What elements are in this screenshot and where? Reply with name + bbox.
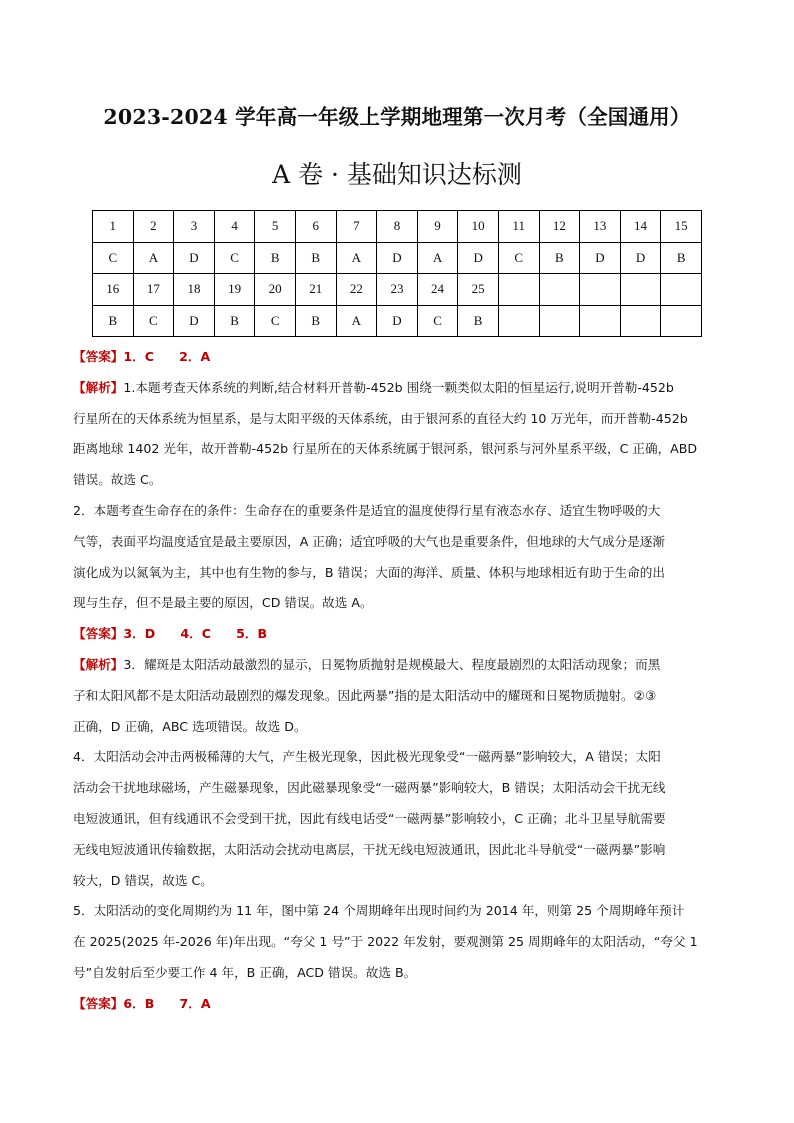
answer-table-cell: 17 — [133, 274, 174, 306]
analysis-label: 【解析】 — [73, 656, 124, 672]
analysis-text: 距离地球 1402 光年，故开普勒-452b 行星所在的天体系统属于银河系，银河系与河外星系平级，C 正确，ABD — [73, 441, 698, 457]
analysis-text: 5．太阳活动的变化周期约为 11 年，图中第 24 个周期峰年出现时间约为 2014 年，则第 25 个周期峰年预计 — [73, 903, 685, 919]
answer-table-cell — [620, 305, 661, 337]
answer-table-cell: A — [336, 242, 377, 274]
answer-values: 1．C 2．A — [123, 349, 211, 364]
answer-table-cell: 18 — [174, 274, 215, 306]
answer-table-cell: C — [214, 242, 255, 274]
answer-line — [73, 989, 723, 1020]
answer-table-cell: B — [255, 242, 296, 274]
answer-table-cell — [661, 274, 702, 306]
answer-table-cell: 19 — [214, 274, 255, 306]
answer-table-cell: B — [295, 305, 336, 337]
answer-table-cell: 3 — [174, 211, 215, 243]
answer-table-cell: 22 — [336, 274, 377, 306]
answer-line — [73, 619, 723, 650]
answer-table-cell: 1 — [93, 211, 134, 243]
answer-table-cell — [539, 274, 580, 306]
answer-table-cell: 20 — [255, 274, 296, 306]
answer-table-cell: 4 — [214, 211, 255, 243]
analysis-text: 在 2025(2025 年-2026 年)年出现。“夸父 1 号”于 2022 年发射，要观测第 25 周期峰年的太阳活动，“夸父 1 — [73, 934, 698, 950]
answer-table-cell: 25 — [458, 274, 499, 306]
answer-table-row — [93, 242, 702, 274]
answer-table-cell: B — [458, 305, 499, 337]
analysis-text: 正确，D 正确，ABC 选项错误。故选 D。 — [73, 718, 307, 734]
answer-table-cell: 24 — [417, 274, 458, 306]
answer-table-cell: B — [93, 305, 134, 337]
answer-explanations — [73, 342, 723, 1020]
answer-table-cell: B — [295, 242, 336, 274]
answer-table-cell: D — [174, 242, 215, 274]
answer-table-cell — [580, 305, 621, 337]
analysis-text: 无线电短波通讯传输数据，太阳活动会扰动电离层，干扰无线电短波通讯，因此北斗导航受“一磁两暴”影响 — [73, 841, 666, 857]
answer-table-cell: 16 — [93, 274, 134, 306]
analysis-text: 较大，D 错误，故选 C。 — [73, 872, 213, 888]
analysis-text: 3．耀斑是太阳活动最激烈的显示，日冕物质抛射是规模最大、程度最剧烈的太阳活动现象；而黑 — [123, 656, 661, 672]
answer-table-cell: A — [417, 242, 458, 274]
answer-table-cell: D — [458, 242, 499, 274]
answer-table — [92, 210, 702, 337]
answer-table-cell — [498, 305, 539, 337]
analysis-text: 现与生存，但不是最主要的原因，CD 错误。故选 A。 — [73, 595, 373, 611]
answer-label: 【答案】 — [73, 349, 124, 364]
analysis-text: 1.本题考查天体系统的判断,结合材料开普勒-452b 围绕一颗类似太阳的恒星运行,说明开普勒-452b — [123, 379, 674, 395]
answer-label: 【答案】 — [73, 626, 124, 642]
answer-table-cell: 23 — [377, 274, 418, 306]
answer-table-cell: C — [133, 305, 174, 337]
answer-values: 3．D 4．C 5．B — [123, 626, 268, 642]
answer-table-cell: 8 — [377, 211, 418, 243]
answer-table-row — [93, 274, 702, 306]
answer-table-cell: 14 — [620, 211, 661, 243]
answer-table-cell: 2 — [133, 211, 174, 243]
document-title: 2023-2024 学年高一年级上学期地理第一次月考（全国通用） — [103, 105, 691, 129]
answer-table-cell: D — [377, 305, 418, 337]
answer-table-cell: A — [336, 305, 377, 337]
answer-table-cell — [580, 274, 621, 306]
answer-table-cell: D — [580, 242, 621, 274]
answer-table-cell: C — [417, 305, 458, 337]
analysis-text: 行星所在的天体系统为恒星系，是与太阳平级的天体系统，由于银河系的直径大约 10 万光年，而开普勒-452b — [73, 410, 688, 426]
answer-table-cell: D — [174, 305, 215, 337]
answer-table-cell: C — [93, 242, 134, 274]
answer-table-cell: B — [214, 305, 255, 337]
answer-table-cell: 9 — [417, 211, 458, 243]
answer-table-cell: C — [255, 305, 296, 337]
analysis-line — [73, 373, 723, 404]
analysis-text: 活动会干扰地球磁场，产生磁暴现象，因此磁暴现象受“一磁两暴”影响较大，B 错误；太阳活动会干扰无线 — [73, 780, 666, 796]
answer-values: 6．B 7．A — [123, 995, 211, 1011]
analysis-text: 错误。故选 C。 — [73, 472, 162, 488]
answer-table-cell: 5 — [255, 211, 296, 243]
answer-table-cell: C — [498, 242, 539, 274]
answer-table-cell: B — [661, 242, 702, 274]
answer-table-cell: 13 — [580, 211, 621, 243]
analysis-text: 2．本题考查生命存在的条件：生命存在的重要条件是适宜的温度使得行星有液态水存、适宜生物呼吸的大 — [73, 502, 661, 518]
analysis-text: 气等，表面平均温度适宜是最主要原因，A 正确；适宜呼吸的大气也是重要条件，但地球的大气成分是逐渐 — [73, 533, 665, 549]
answer-table-cell: D — [377, 242, 418, 274]
answer-label: 【答案】 — [73, 995, 124, 1011]
answer-table-cell: 11 — [498, 211, 539, 243]
answer-table-cell: 21 — [295, 274, 336, 306]
answer-table-cell: 10 — [458, 211, 499, 243]
answer-table-cell — [661, 305, 702, 337]
analysis-text: 4．太阳活动会冲击两极稀薄的大气，产生极光现象，因此极光现象受“一磁两暴”影响较大，A 错误；太阳 — [73, 749, 661, 765]
answer-table-cell: 6 — [295, 211, 336, 243]
document-subtitle: A 卷 · 基础知识达标测 — [272, 160, 522, 189]
answer-table-cell: 15 — [661, 211, 702, 243]
analysis-text: 电短波通讯，但有线通讯不会受到干扰，因此有线电话受“一磁两暴”影响较小，C 正确；北斗卫星导航需要 — [73, 810, 666, 826]
answer-table-cell: 12 — [539, 211, 580, 243]
analysis-line — [73, 650, 723, 681]
analysis-text: 号”自发射后至少要工作 4 年，B 正确，ACD 错误。故选 B。 — [73, 964, 417, 980]
answer-table-row — [93, 305, 702, 337]
analysis-label: 【解析】 — [73, 379, 124, 395]
analysis-text: 演化成为以氮氧为主，其中也有生物的参与，B 错误；大面的海洋、质量、体积与地球相近有助于生命的出 — [73, 564, 665, 580]
answer-table-cell: D — [620, 242, 661, 274]
answer-table-cell — [539, 305, 580, 337]
analysis-text: 子和太阳风都不是太阳活动最剧烈的爆发现象。因此两暴”指的是太阳活动中的耀斑和日冕物质抛射。②③ — [73, 687, 657, 703]
answer-table-cell: B — [539, 242, 580, 274]
answer-table-cell — [620, 274, 661, 306]
answer-table-cell — [498, 274, 539, 306]
answer-table-row — [93, 211, 702, 243]
answer-line — [73, 342, 723, 373]
answer-table-cell: A — [133, 242, 174, 274]
answer-table-cell: 7 — [336, 211, 377, 243]
